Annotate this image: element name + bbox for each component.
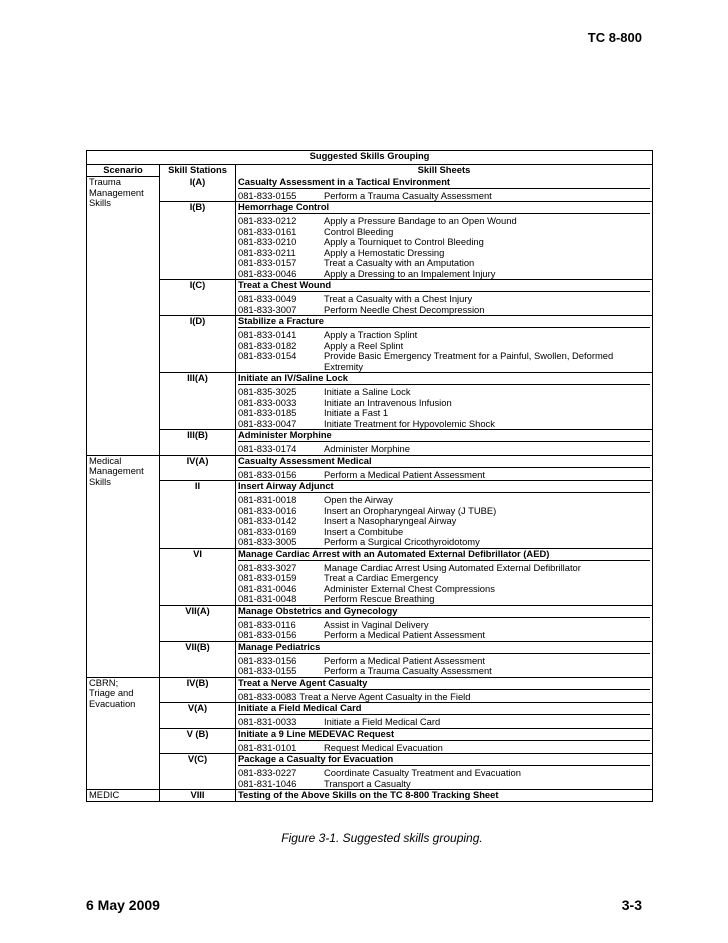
- skill-sheet-number: 081-833-0033: [238, 396, 297, 408]
- station-title: Treat a Chest Wound: [238, 280, 650, 292]
- skill-sheet-description: Perform a Medical Patient Assessment: [324, 629, 486, 640]
- skill-sheet-number: 081-833-0154: [238, 350, 297, 361]
- station-title: Treat a Nerve Agent Casualty: [238, 678, 650, 690]
- skill-sheet: [238, 408, 650, 419]
- station-sheets-cell: [236, 455, 653, 481]
- station-sheets-cell: [236, 202, 653, 280]
- skill-sheet-number: 081-833-0046: [238, 267, 297, 279]
- station-sheets-cell: [236, 430, 653, 456]
- table-row: [87, 316, 653, 373]
- skill-sheet-description: Treat a Nerve Agent Casualty in the Field: [299, 690, 471, 702]
- table-row: [87, 605, 653, 641]
- station-sheets-cell: [236, 373, 653, 430]
- skill-sheet-number: 081-833-0047: [238, 417, 297, 429]
- table-row: [87, 754, 653, 790]
- skill-sheet-number: 081-833-0141: [238, 329, 297, 340]
- station-id: II: [160, 481, 236, 549]
- column-header-scenario: Scenario: [103, 164, 143, 175]
- skill-sheet-list: [238, 292, 650, 315]
- skill-sheet-number: 081-833-0083: [238, 690, 297, 702]
- skill-sheet-description: Treat a Casualty with an Amputation: [324, 257, 475, 268]
- skill-sheet-description: Control Bleeding: [324, 225, 394, 237]
- scenario-cell: Trauma Management Skills: [87, 177, 160, 456]
- skill-sheet-number: 081-833-0049: [238, 293, 297, 304]
- skill-sheet: [238, 419, 650, 430]
- station-title: Casualty Assessment Medical: [238, 456, 650, 468]
- skill-sheet: [238, 305, 650, 316]
- skill-sheet: [238, 495, 650, 506]
- skill-sheet-number: 081-833-0174: [238, 443, 297, 454]
- station-title: Manage Pediatrics: [238, 642, 650, 654]
- skill-sheet-description: Perform a Surgical Cricothyroidotomy: [324, 536, 480, 547]
- skill-sheet: [238, 573, 650, 584]
- footer-page-number: 3-3: [621, 897, 642, 913]
- skill-sheet-number: 081-833-0016: [238, 504, 297, 516]
- skills-grouping-table: [86, 150, 653, 802]
- skill-sheet: [238, 563, 650, 574]
- station-id: I(A): [160, 177, 236, 202]
- skill-sheet-number: 081-833-3007: [238, 303, 297, 315]
- skill-sheet-number: 081-833-0156: [238, 654, 297, 666]
- skill-sheet: [238, 269, 650, 280]
- skill-sheet-list: [238, 618, 650, 641]
- skill-sheet-number: 081-833-0211: [238, 246, 296, 258]
- skill-sheet-description: Apply a Traction Splint: [324, 329, 418, 340]
- station-sheets-cell: [236, 790, 653, 802]
- skill-sheet: [238, 470, 650, 481]
- document-id: TC 8-800: [587, 30, 642, 45]
- skill-sheet-number: 081-833-0159: [238, 572, 297, 583]
- station-title: Administer Morphine: [238, 430, 650, 442]
- skill-sheet-number: 081-833-0212: [238, 215, 297, 226]
- skill-sheet-number: 081-833-0156: [238, 629, 297, 640]
- skill-sheet-description: Transport a Casualty: [324, 777, 411, 789]
- station-id: IV(A): [160, 455, 236, 481]
- skill-sheet-description: Perform a Trauma Casualty Assessment: [324, 189, 492, 201]
- skill-sheet: [238, 258, 650, 269]
- station-title: Package a Casualty for Evacuation: [238, 754, 650, 766]
- skill-sheet-description: Request Medical Evacuation: [324, 741, 443, 753]
- skill-sheet-list: [238, 561, 650, 605]
- station-sheets-cell: [236, 316, 653, 373]
- skill-sheet-number: 081-833-0169: [238, 525, 297, 537]
- station-sheets-cell: [236, 728, 653, 754]
- station-id: III(B): [160, 430, 236, 456]
- footer-date: 6 May 2009: [86, 897, 160, 913]
- skill-sheet-number: 081-833-0161: [238, 225, 297, 237]
- station-title: Casualty Assessment in a Tactical Environment: [238, 177, 650, 189]
- skill-sheet-description: Perform a Medical Patient Assessment: [324, 654, 486, 666]
- skill-sheet-description: Perform a Medical Patient Assessment: [324, 468, 486, 480]
- skill-sheet: [238, 444, 650, 455]
- skill-sheet-description: Administer Morphine: [324, 443, 410, 454]
- skill-sheet-number: 081-833-0210: [238, 236, 297, 247]
- skill-sheet-description: Apply a Reel Splint: [324, 339, 404, 351]
- station-title: Initiate a 9 Line MEDEVAC Request: [238, 729, 650, 741]
- skill-sheet: [238, 630, 650, 641]
- skill-sheet-number: 081-831-0033: [238, 716, 297, 727]
- station-sheets-cell: [236, 177, 653, 202]
- column-header-stations: Skill Stations: [160, 165, 236, 177]
- skill-sheet: [238, 351, 650, 372]
- table-row: [87, 280, 653, 316]
- skill-sheet-list: [238, 442, 650, 455]
- skill-sheet-list: [238, 766, 650, 789]
- skill-sheet-description: Insert a Combitube: [324, 525, 404, 537]
- skill-sheet-list: [238, 468, 650, 481]
- station-title: Initiate a Field Medical Card: [238, 703, 650, 715]
- figure-caption: Figure 3-1. Suggested skills grouping.: [281, 831, 483, 845]
- table-row: [87, 641, 653, 677]
- station-id: I(C): [160, 280, 236, 316]
- skill-sheet-description: Initiate a Saline Lock: [324, 386, 411, 397]
- table-row: [87, 728, 653, 754]
- table-row: [87, 677, 653, 703]
- skill-sheet-list: [238, 690, 650, 703]
- skill-sheet-description: Administer External Chest Compressions: [324, 582, 495, 594]
- skill-sheet: [238, 191, 650, 202]
- skill-sheet-number: 081-835-3025: [238, 386, 297, 397]
- skill-sheet: [238, 584, 650, 595]
- table-row: [87, 548, 653, 605]
- station-title: Manage Obstetrics and Gynecology: [238, 606, 650, 618]
- table-row: [87, 703, 653, 729]
- station-title: Manage Cardiac Arrest with an Automated External Defibrillator (AED): [238, 549, 650, 561]
- skill-sheet: [238, 594, 650, 605]
- station-id: V(C): [160, 754, 236, 790]
- skill-sheet: [238, 294, 650, 305]
- station-sheets-cell: [236, 481, 653, 549]
- skill-sheet: [238, 237, 650, 248]
- skill-sheet-description: Initiate a Field Medical Card: [324, 716, 441, 727]
- skill-sheet-list: [238, 189, 650, 202]
- station-sheets-cell: [236, 641, 653, 677]
- station-id: V (B): [160, 728, 236, 754]
- skill-sheet-description: Manage Cardiac Arrest Using Automated External Defibrillator: [324, 561, 581, 573]
- skill-sheet-number: 081-833-0155: [238, 189, 297, 201]
- station-id: VII(B): [160, 641, 236, 677]
- skill-sheet-number: 081-831-0018: [238, 494, 297, 505]
- skill-sheet: [238, 516, 650, 527]
- table-body: [87, 177, 653, 802]
- station-sheets-cell: [236, 280, 653, 316]
- skill-sheet-number: 081-831-1046: [238, 777, 297, 789]
- column-header-sheets: Skill Sheets: [236, 165, 653, 177]
- skill-sheet-description: Treat a Cardiac Emergency: [324, 572, 439, 583]
- skill-sheet-description: Open the Airway: [324, 494, 393, 505]
- skill-sheet-number: 081-833-0182: [238, 339, 297, 351]
- skill-sheet-description: Perform Needle Chest Decompression: [324, 303, 485, 315]
- skill-sheet-description: Apply a Hemostatic Dressing: [324, 246, 445, 258]
- station-id: I(D): [160, 316, 236, 373]
- table-row: [87, 202, 653, 280]
- station-id: V(A): [160, 703, 236, 729]
- skill-sheet-number: 081-833-3027: [238, 561, 297, 573]
- skill-sheet-list: [238, 214, 650, 279]
- station-title: Initiate an IV/Saline Lock: [238, 373, 650, 385]
- skill-sheet: [238, 216, 650, 227]
- station-id: VII(A): [160, 605, 236, 641]
- table-row: [87, 790, 653, 802]
- table-row: [87, 481, 653, 549]
- scenario-cell: MEDIC: [87, 790, 160, 802]
- station-title: Testing of the Above Skills on the TC 8-800 Tracking Sheet: [238, 789, 499, 800]
- skill-sheet: [238, 717, 650, 728]
- skill-sheet-list: [238, 741, 650, 754]
- skill-sheet: [238, 666, 650, 677]
- table-row: [87, 373, 653, 430]
- skill-sheet-description: Perform a Trauma Casualty Assessment: [324, 665, 492, 676]
- station-sheets-cell: [236, 548, 653, 605]
- station-sheets-cell: [236, 754, 653, 790]
- skill-sheet: [238, 768, 650, 779]
- skill-sheet-list: [238, 493, 650, 548]
- skill-sheet-number: 081-831-0046: [238, 582, 297, 594]
- skill-sheet-description: Initiate Treatment for Hypovolemic Shock: [324, 417, 495, 429]
- skill-sheet-description: Insert a Nasopharyngeal Airway: [324, 515, 457, 526]
- skill-sheet-number: 081-833-3005: [238, 536, 297, 547]
- skill-sheet: [238, 387, 650, 398]
- skill-sheet-description: Apply a Pressure Bandage to an Open Wound: [324, 215, 517, 226]
- table-row: [87, 177, 653, 202]
- skill-sheet-list: [238, 385, 650, 429]
- scenario-cell: CBRN; Triage and Evacuation: [87, 677, 160, 790]
- skill-sheet-list: [238, 715, 650, 728]
- station-id: VI: [160, 548, 236, 605]
- skill-sheet-description: Apply a Tourniquet to Control Bleeding: [324, 236, 484, 247]
- station-sheets-cell: [236, 677, 653, 703]
- skill-sheet-list: [238, 328, 650, 372]
- table-title: Suggested Skills Grouping: [87, 151, 653, 165]
- skill-sheet-number: 081-831-0101: [238, 741, 297, 753]
- station-id: III(A): [160, 373, 236, 430]
- station-title: Hemorrhage Control: [238, 202, 650, 214]
- skill-sheet-number: 081-831-0048: [238, 593, 297, 604]
- skill-sheet-description: Assist in Vaginal Delivery: [324, 618, 429, 630]
- skill-sheet: [238, 330, 650, 341]
- skill-sheet: [238, 779, 650, 790]
- skill-sheet-description: Perform Rescue Breathing: [324, 593, 435, 604]
- station-title: Insert Airway Adjunct: [238, 481, 650, 493]
- skill-sheet-description: Initiate a Fast 1: [324, 407, 389, 418]
- station-id: IV(B): [160, 677, 236, 703]
- table-row: [87, 455, 653, 481]
- table-row: [87, 430, 653, 456]
- skill-sheet-description: Insert an Oropharyngeal Airway (J TUBE): [324, 504, 497, 516]
- station-sheets-cell: [236, 703, 653, 729]
- skill-sheet-number: 081-833-0185: [238, 407, 297, 418]
- skill-sheet: [238, 692, 650, 703]
- scenario-cell: Medical Management Skills: [87, 455, 160, 677]
- skill-sheet-number: 081-833-0157: [238, 257, 297, 268]
- skill-sheet-description: Treat a Casualty with a Chest Injury: [324, 293, 473, 304]
- skill-sheet-number: 081-833-0116: [238, 618, 296, 630]
- skill-sheet-list: [238, 654, 650, 677]
- station-id: VIII: [160, 790, 236, 802]
- skill-sheet-description: Coordinate Casualty Treatment and Evacuation: [324, 767, 521, 778]
- skill-sheet-number: 081-833-0142: [238, 515, 297, 526]
- station-title: Stabilize a Fracture: [238, 316, 650, 328]
- skill-sheet-description: Initiate an Intravenous Infusion: [324, 396, 452, 408]
- skill-sheet-number: 081-833-0227: [238, 767, 297, 778]
- skill-sheet-number: 081-833-0155: [238, 665, 297, 676]
- station-id: I(B): [160, 202, 236, 280]
- skill-sheet-number: 081-833-0156: [238, 468, 297, 480]
- station-sheets-cell: [236, 605, 653, 641]
- skill-sheet-description: Apply a Dressing to an Impalement Injury: [324, 267, 496, 279]
- skill-sheet: [238, 743, 650, 754]
- skill-sheet: [238, 398, 650, 409]
- skill-sheet: [238, 537, 650, 548]
- skill-sheet-description: Provide Basic Emergency Treatment for a Painful, Swollen, Deformed Extremity: [324, 350, 614, 372]
